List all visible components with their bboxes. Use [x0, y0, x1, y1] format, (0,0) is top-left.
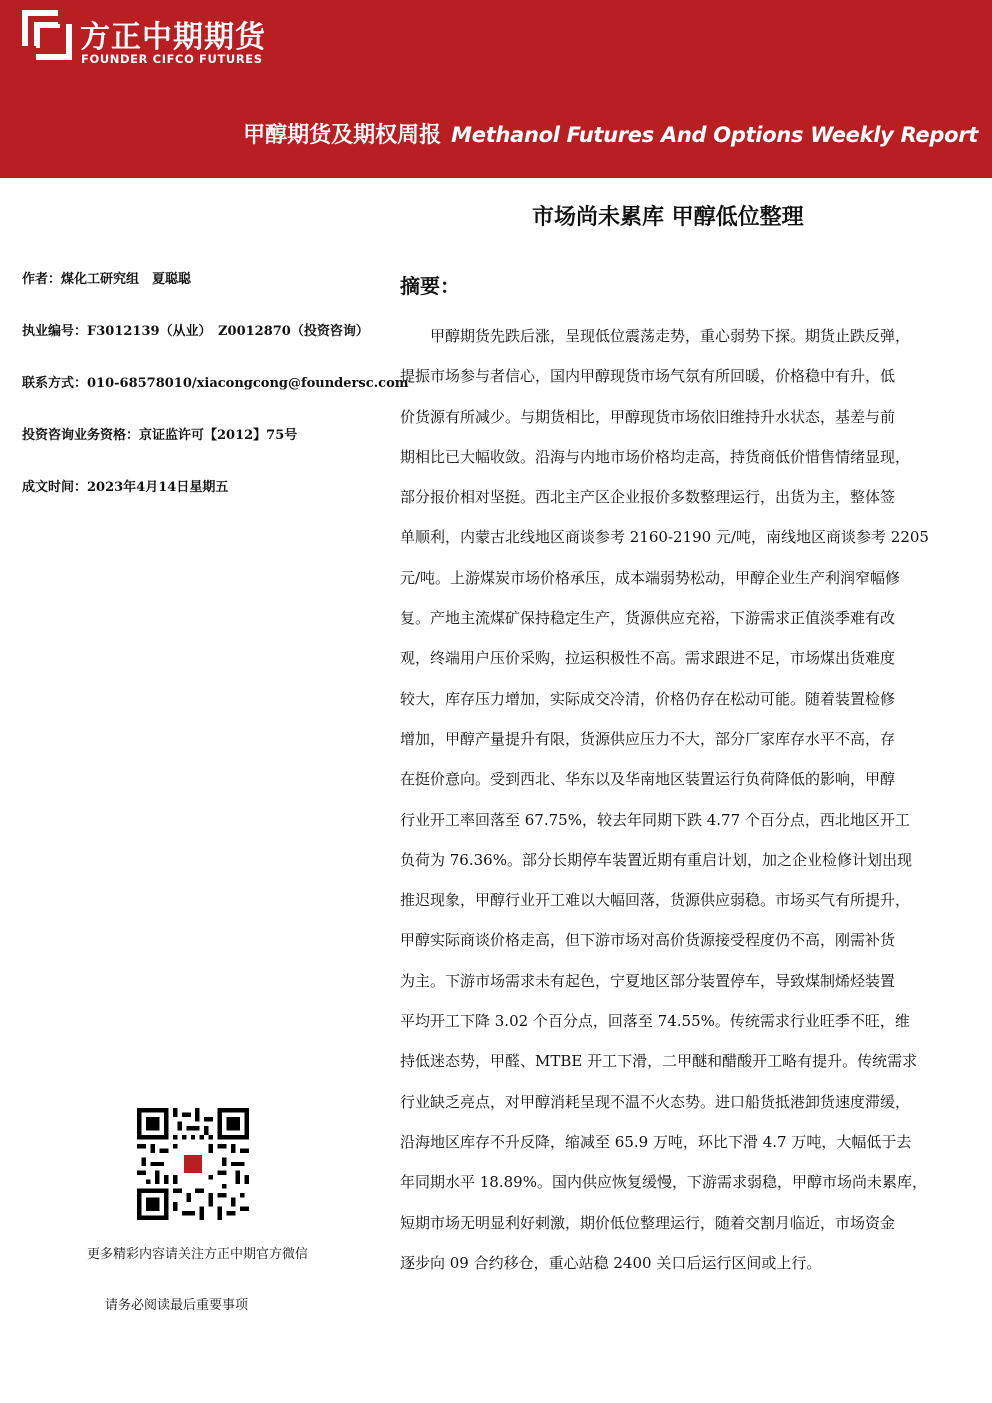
- wechat-qr-code[interactable]: [137, 1108, 249, 1220]
- report-title-cn: 甲醇期货及期权周报: [243, 123, 442, 148]
- report-headline: 市场尚未累库 甲醇低位整理: [532, 204, 804, 230]
- meta-contact: 联系方式：010-68578010/xiacongcong@foundersc.com: [22, 376, 409, 391]
- logo-name-cn: 方正中期期货: [80, 20, 266, 55]
- meta-qualification: 投资咨询业务资格：京证监许可【2012】75号: [22, 428, 298, 443]
- summary-heading: 摘要：: [400, 274, 460, 298]
- summary-line: 甲醇期货先跌后涨，呈现低位震荡走势，重心弱势下探。期货止跌反弹，: [400, 327, 911, 345]
- summary-line: 较大，库存压力增加，实际成交冷清，价格仍存在松动可能。随着装置检修: [400, 689, 896, 708]
- summary-line: 增加，甲醇产量提升有限，货源供应压力不大，部分厂家库存水平不高，存: [400, 729, 896, 748]
- summary-line: 提振市场参与者信心，国内甲醇现货市场气氛有所回暖，价格稳中有升，低: [400, 367, 896, 386]
- summary-line: 价货源有所减少。与期货相比，甲醇现货市场依旧维持升水状态，基差与前: [400, 407, 896, 426]
- summary-line: 短期市场无明显利好刺激，期价低位整理运行，随着交割月临近，市场资金: [400, 1213, 896, 1232]
- summary-line: 负荷为 76.36%。部分长期停车装置近期有重启计划，加之企业检修计划出现: [400, 850, 912, 869]
- summary-line: 在挺价意向。受到西北、华东以及华南地区装置运行负荷降低的影响，甲醇: [400, 770, 896, 789]
- summary-line: 甲醇实际商谈价格走高，但下游市场对高价货源接受程度仍不高，刚需补货: [400, 931, 896, 950]
- summary-line: 元/吨。上游煤炭市场价格承压，成本端弱势松动，甲醇企业生产利润窄幅修: [400, 568, 901, 587]
- meta-license: 执业编号：F3012139（从业） Z0012870（投资咨询）: [22, 324, 369, 339]
- qr-caption: 更多精彩内容请关注方正中期官方微信: [87, 1247, 309, 1262]
- summary-line: 持低迷态势，甲醛、MTBE 开工下滑，二甲醚和醋酸开工略有提升。传统需求: [400, 1052, 918, 1071]
- summary-line: 期相比已大幅收敛。沿海与内地市场价格均走高，持货商低价惜售情绪显现，: [400, 447, 911, 466]
- report-title-en: Methanol Futures And Options Weekly Report: [451, 123, 978, 147]
- company-logo: [22, 10, 277, 70]
- summary-line: 部分报价相对坚挺。西北主产区企业报价多数整理运行，出货为主，整体签: [400, 488, 896, 507]
- summary-line: 行业缺乏亮点，对甲醇消耗呈现不温不火态势。进口船货抵港卸货速度滞缓，: [400, 1092, 911, 1111]
- summary-line: 观，终端用户压价采购，拉运积极性不高。需求跟进不足，市场煤出货难度: [400, 649, 896, 668]
- summary-body: [400, 316, 978, 1283]
- summary-line: 行业开工率回落至 67.75%，较去年同期下跌 4.77 个百分点，西北地区开工: [400, 810, 910, 829]
- summary-line: 年同期水平 18.89%。国内供应恢复缓慢，下游需求弱稳，甲醇市场尚未累库，: [400, 1173, 927, 1192]
- summary-line: 为主。下游市场需求未有起色，宁夏地区部分装置停车，导致煤制烯烃装置: [400, 971, 896, 990]
- disclaimer-notice: 请务必阅读最后重要事项: [105, 1298, 249, 1313]
- meta-author: 作者：煤化工研究组 夏聪聪: [22, 272, 192, 287]
- summary-line: 单顺利，内蒙古北线地区商谈参考 2160-2190 元/吨，南线地区商谈参考 2205: [400, 528, 929, 547]
- logo-name-en: FOUNDER CIFCO FUTURES: [81, 52, 263, 66]
- logo-mark-icon: [22, 10, 72, 60]
- summary-line: 沿海地区库存不升反降，缩减至 65.9 万吨，环比下滑 4.7 万吨，大幅低于去: [400, 1132, 912, 1151]
- summary-line: 推迟现象，甲醇行业开工难以大幅回落，货源供应弱稳。市场买气有所提升，: [400, 891, 911, 910]
- summary-line: 复。产地主流煤矿保持稳定生产，货源供应充裕，下游需求正值淡季难有改: [400, 609, 896, 628]
- summary-line: 平均开工下降 3.02 个百分点，回落至 74.55%。传统需求行业旺季不旺，维: [400, 1012, 910, 1031]
- summary-line: 逐步向 09 合约移仓，重心站稳 2400 关口后运行区间或上行。: [400, 1253, 822, 1272]
- header-banner: [0, 0, 992, 178]
- meta-date: 成文时间：2023年4月14日星期五: [22, 480, 229, 495]
- report-title: [243, 118, 978, 149]
